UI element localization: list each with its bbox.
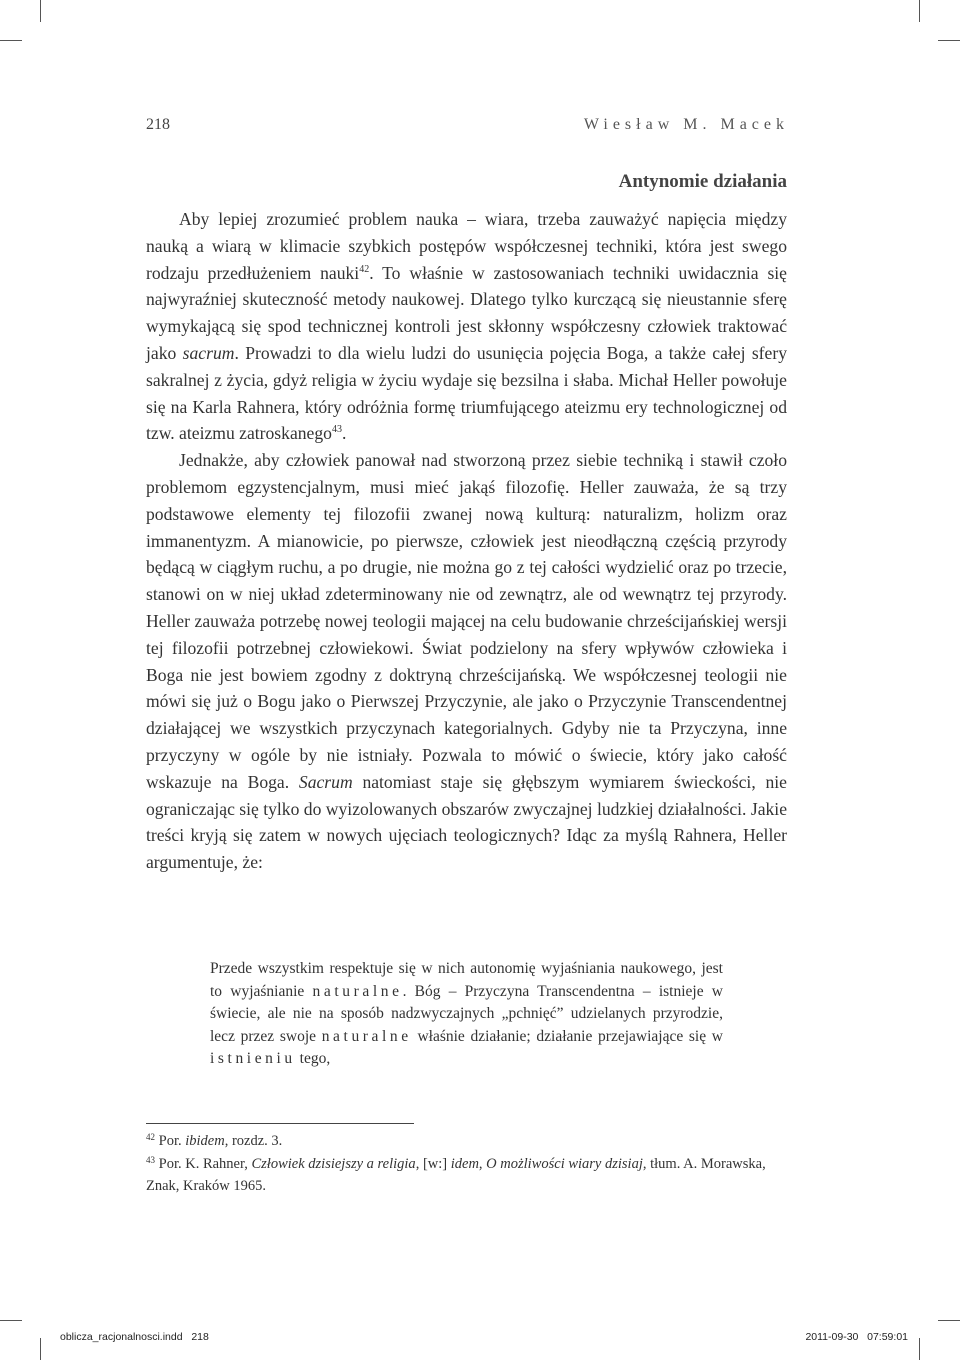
footnote-rule bbox=[146, 1123, 414, 1124]
running-head-author: Wiesław M. Macek bbox=[583, 116, 789, 133]
footnote-ref-42: 42 bbox=[359, 263, 370, 275]
section-title: Antynomie działania bbox=[618, 171, 787, 192]
crop-mark bbox=[40, 1338, 41, 1360]
crop-mark bbox=[919, 0, 920, 22]
body-text bbox=[146, 206, 787, 876]
crop-mark bbox=[919, 1338, 920, 1360]
page-header bbox=[146, 116, 789, 136]
block-quote: Przede wszystkim respektuje się w nich autonomię wyjaśniania naukowego, jest to wyjaśnianie naturalne. Bóg – Przyczyna Transcendentna – istnieje w świecie, ale nie na sposób nadzwyczajnych „pchnięć” udzielanych przyrodzie, lecz przez swoje naturalne właśnie działanie; działanie przejawiające się w istnieniu tego, bbox=[210, 960, 724, 1067]
footnote-ref-43: 43 bbox=[331, 424, 342, 436]
spaced-word: naturalne bbox=[321, 1027, 412, 1045]
crop-mark bbox=[938, 1320, 960, 1321]
slug-filename: oblicza_racjonalnosci.indd 218 bbox=[60, 1331, 209, 1343]
crop-mark bbox=[0, 40, 22, 41]
spaced-word: naturalne bbox=[312, 982, 403, 1000]
spaced-word: istnieniu bbox=[210, 1050, 296, 1067]
slug-timestamp: 2011-09-30 07:59:01 bbox=[805, 1331, 908, 1343]
paragraph-1: Aby lepiej zrozumieć problem nauka – wiara, trzeba zauważyć napięcia między nauką a wiarą w klimacie szybkich postępów współczesnej techniki, która jest swego rodzaju przedłużeniem nauki$^{42}$. To właśnie w zastosowaniach techniki uwidacznia się najwyraźniej skuteczność metody naukowej. Dlatego tylko kurczącą się nieustannie sferę wymykającą się spod technicznej kontroli jest skłonny współczesny człowiek traktować jako sacrum. Prowadzi to dla wielu ludzi do usunięcia pojęcia Boga, a także całej sfery sakralnej z życia, gdyż religia w życiu wydaje się bezsilna i słaba. Michał Heller powołuje się na Karla Rahnera, który odróżnia formę triumfującego ateizmu ery technologicznej od tzw. ateizmu zatroskanego$^{43}$. bbox=[146, 209, 787, 444]
crop-mark bbox=[938, 40, 960, 41]
footnote-43: $^{43}$ Por. K. Rahner, Człowiek dzisiejszy a religia, [w:] idem, O możliwości wiary dzisiaj, tłum. A. Morawska, Znak, Kraków 1965. bbox=[146, 1154, 766, 1194]
paragraph-2: Jednakże, aby człowiek panował nad stworzoną przez siebie techniką i stawił czoło problemom egzystencjalnym, musi mieć jakąś filozofię. Heller zauważa, że są trzy podstawowe elementy tej filozofii zwanej nową kulturą: naturalizm, holizm oraz immanentyzm. A mianowicie, po pierwsze, człowiek jest nieodłączną częścią przyrody będącą w ciągłym ruchu, a po drugie, nie można go z tej całości wydzielić oraz po trzecie, stanowi on w niej układ zdeterminowany nie od zewnątrz, ale od wewnątrz tej przyrody. Heller zauważa potrzebę nowej teologii mającej na celu budowanie chrześcijańskiej wersji tej filozofii potrzebnej człowiekowi. Świat podzielony na sfery wpływów człowieka i Boga nie jest bowiem zgodny z doktryną chrześcijańską. We współczesnej teologii nie mówi się już o Bogu jako o Pierwszej Przyczynie, ale jako o Przyczynie Transcendentnej działającej we wszystkich przyczynach kategorialnych. Gdyby nie ta Przyczyna, inne przyczyny w ogóle by nie istniały. Pozwala to mówić o świecie, który jako całość wskazuje na Boga. Sacrum natomiast staje się głębszym wymiarem świeckości, nie ograniczając się tylko do wyizolowanych obszarów zwyczajnej ludzkiej działalności. Jakie treści kryją się zatem w nowych ujęciach teologicznych? Idąc za myślą Rahnera, Heller argumentuje, że: bbox=[146, 450, 787, 873]
footnote-42: $^{42}$ Por. ibidem, rozdz. 3. bbox=[146, 1132, 283, 1149]
crop-mark bbox=[0, 1320, 22, 1321]
page-number: 218 bbox=[146, 116, 170, 133]
footnotes bbox=[146, 1130, 787, 1198]
crop-mark bbox=[40, 0, 41, 22]
